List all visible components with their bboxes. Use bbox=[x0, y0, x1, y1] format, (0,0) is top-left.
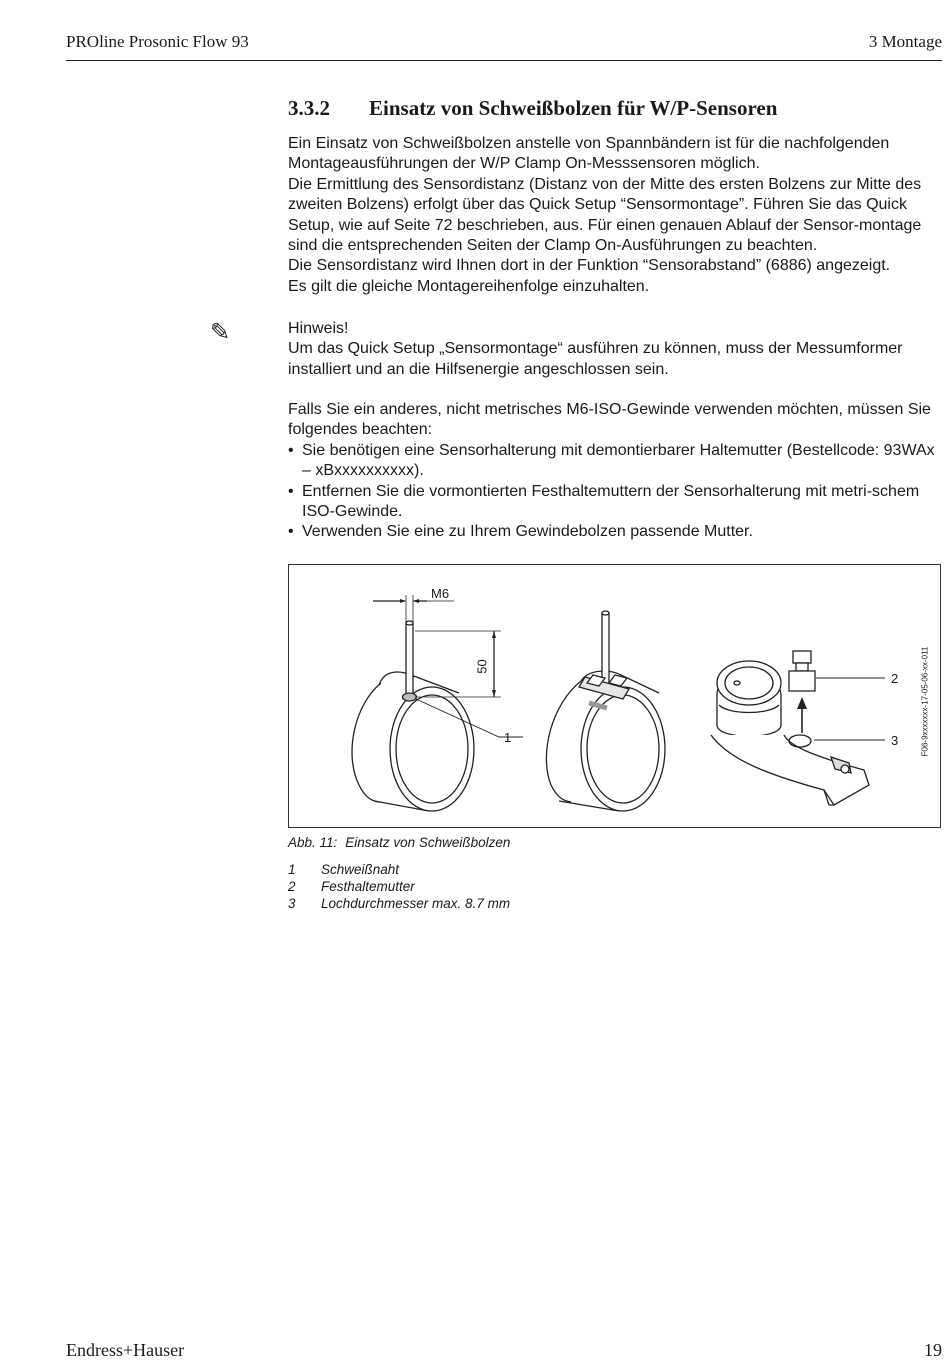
figure-legend bbox=[288, 861, 510, 912]
caption-label: Abb. 11: bbox=[288, 835, 338, 850]
weld-stud-1 bbox=[403, 621, 417, 701]
thread-instructions bbox=[288, 400, 943, 543]
figure-drawing bbox=[289, 565, 942, 829]
label-m6: M6 bbox=[431, 586, 450, 601]
section-title: Einsatz von Schweißbolzen für W/P-Sensoren bbox=[369, 96, 778, 120]
intro-text bbox=[288, 134, 943, 297]
legend-row: 3 Lochdurchmesser max. 8.7 mm bbox=[288, 896, 511, 911]
bullet-item: • Verwenden Sie eine zu Ihrem Gewindebolzen passende Mutter. bbox=[288, 522, 943, 542]
note-text: Um das Quick Setup „Sensormontage“ ausführen zu können, muss der Messumformer installiert und an die Hilfsenergie angeschlossen sein. bbox=[288, 340, 903, 378]
retaining-nut bbox=[789, 651, 815, 691]
header-rule bbox=[66, 60, 942, 61]
running-header-chapter: 3 Montage bbox=[868, 32, 942, 51]
callout-2: 2 bbox=[891, 671, 899, 686]
pipe-2 bbox=[546, 611, 665, 811]
callout-1: 1 bbox=[504, 730, 512, 745]
note-block bbox=[288, 319, 943, 380]
legend-row: 1 Schweißnaht bbox=[288, 862, 400, 877]
intro-paragraph-3: Die Sensordistanz wird Ihnen dort in der Funktion “Sensorabstand” (6886) angezeigt. bbox=[288, 257, 891, 275]
intro-paragraph-4: Es gilt die gleiche Montagereihenfolge einzuhalten. bbox=[288, 277, 650, 295]
section-heading bbox=[288, 96, 938, 121]
footer-brand: Endress+Hauser bbox=[66, 1340, 185, 1360]
legend-row: 2 Festhaltemutter bbox=[288, 879, 415, 894]
pencil-icon: ✎ bbox=[210, 318, 231, 346]
figure-code: F06-9xxxxxxx-17-05-06-xx-011 bbox=[920, 646, 930, 757]
running-header-title: PROline Prosonic Flow 93 bbox=[66, 32, 249, 51]
bullet-item: • Sie benötigen eine Sensorhalterung mit demontierbarer Haltemutter (Bestellcode: 93WAx – xBxxxxxxxxxx). bbox=[288, 441, 943, 482]
section-number: 3.3.2 bbox=[288, 96, 330, 120]
callout-3: 3 bbox=[891, 733, 899, 748]
page-number: 19 bbox=[924, 1340, 942, 1360]
bullet-item: • Entfernen Sie die vormontierten Festhaltemuttern der Sensorhalterung mit metri-schem ISO-Gewinde. bbox=[288, 482, 943, 523]
note-title: Hinweis! bbox=[288, 320, 349, 337]
label-50: 50 bbox=[474, 659, 490, 674]
caption-text: Einsatz von Schweißbolzen bbox=[345, 835, 511, 850]
mounting-hole bbox=[789, 735, 811, 747]
bullet-list bbox=[288, 441, 943, 543]
weld-seam bbox=[403, 693, 417, 701]
intro-paragraph-2: Die Ermittlung des Sensordistanz (Distanz von der Mitte des ersten Bolzens zur Mitte des zweiten Bolzens) erfolgt über das Quick Setup “Sensormontage”. Führen Sie das Quick Setup, wie auf Seite 72 beschrieben, aus. Für einen genauen Ablauf der Sensor-montage sind die entsprechenden Seiten der Clamp On-Ausführungen zu beachten. bbox=[288, 175, 922, 255]
thread-intro: Falls Sie ein anderes, nicht metrisches M6-ISO-Gewinde verwenden möchten, müssen Sie folgendes beachten: bbox=[288, 401, 931, 439]
figure-weld-studs bbox=[288, 564, 941, 828]
intro-paragraph-1: Ein Einsatz von Schweißbolzen anstelle von Spannbändern ist für die nachfolgenden Montageausführungen der W/P Clamp On-Messsensoren möglich. bbox=[288, 135, 890, 173]
figure-caption bbox=[288, 835, 510, 850]
